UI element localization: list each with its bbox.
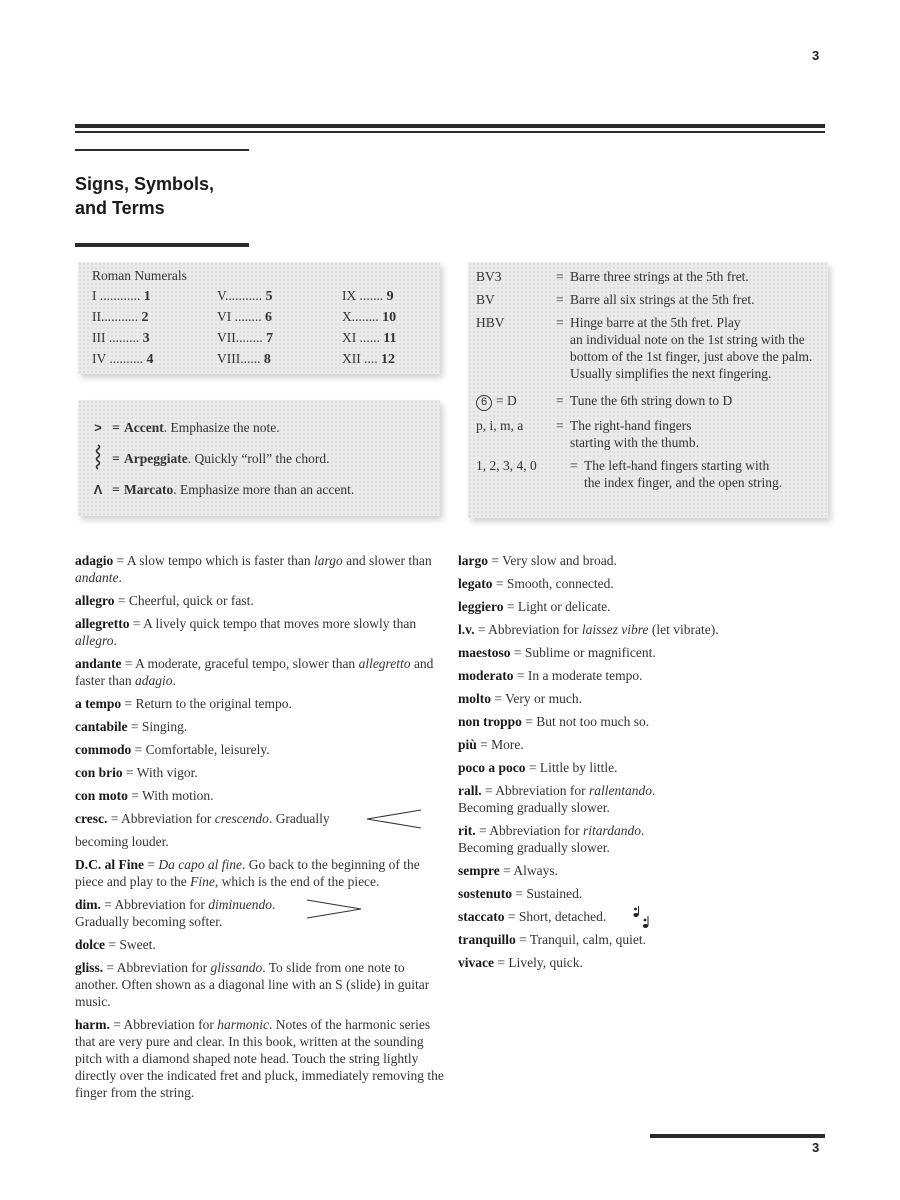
term-dim: dim. = Abbreviation for diminuendo. Gradually becoming softer.	[75, 896, 445, 930]
term-vivace: vivace = Lively, quick.	[458, 955, 583, 970]
diminuendo-hairpin-icon	[305, 898, 363, 920]
symbols-box	[78, 400, 440, 516]
term-andante: andante = A moderate, graceful tempo, slower than allegretto and faster than adagio.	[75, 656, 434, 688]
barre-row-sixth-string: 6 = D = Tune the 6th string down to D	[476, 392, 820, 411]
page-number-top: 3	[812, 48, 820, 63]
term-non-troppo: non troppo = But not too much so.	[458, 714, 650, 729]
arpeggiate-row: = Arpeggiate . Quickly “roll” the chord.	[88, 443, 430, 474]
roman-cell: VI ........ 6	[217, 309, 272, 325]
roman-cell: X........ 10	[342, 309, 397, 325]
term-adagio: adagio = A slow tempo which is faster than largo and slower than andante.	[75, 553, 432, 585]
barre-row-pima: p, i, m, a = The right-hand fingers starting with the thumb.	[476, 418, 699, 450]
barre-row-hbv: HBV = Hinge barre at the 5th fret. Play an individual note on the 1st string with the bottom of the 1st finger, just above the palm. Usually simplifies the next fingering.	[476, 315, 813, 381]
barre-row-bv: BV = Barre all six strings at the 5th fret.	[476, 292, 755, 307]
term-maestoso: maestoso = Sublime or magnificent.	[458, 645, 656, 660]
term-commodo: commodo = Comfortable, leisurely.	[75, 742, 270, 757]
roman-cell: III ......... 3	[92, 330, 150, 346]
roman-cell: IX ....... 9	[342, 288, 394, 304]
marcato-row: Λ = Marcato . Emphasize more than an accent.	[88, 474, 430, 505]
term-poco-a-poco: poco a poco = Little by little.	[458, 760, 618, 775]
roman-cell: V........... 5	[217, 288, 273, 304]
section-title-line-2: and Terms	[75, 198, 165, 218]
term-sostenuto: sostenuto = Sustained.	[458, 886, 583, 901]
term-dc-al-fine: D.C. al Fine = Da capo al fine. Go back to the beginning of the piece and play to the Fine, which is the end of the piece.	[75, 857, 420, 889]
term-sempre: sempre = Always.	[458, 863, 558, 878]
staccato-notes-icon	[633, 905, 651, 929]
term-molto: molto = Very or much.	[458, 691, 582, 706]
roman-cell: I ............ 1	[92, 288, 151, 304]
section-title-line-1: Signs, Symbols,	[75, 174, 215, 194]
term-harm: harm. = Abbreviation for harmonic. Notes of the harmonic series that are very pure and clear. In this book, written at the sounding pitch with a diamond shaped note head. Touch the string lightly directly over the indicated fret and pluck, immediately removing the finger from the string.	[75, 1017, 444, 1100]
roman-numerals-grid	[92, 286, 426, 370]
term-con-moto: con moto = With motion.	[75, 788, 214, 803]
term-staccato: staccato = Short, detached.	[458, 908, 818, 925]
roman-cell: II........... 2	[92, 309, 149, 325]
footer-rule	[650, 1134, 825, 1138]
header-double-rule	[75, 124, 825, 133]
accent-term: Accent	[124, 419, 164, 435]
term-moderato: moderato = In a moderate tempo.	[458, 668, 643, 683]
term-allegretto: allegretto = A lively quick tempo that moves more slowly than allegro.	[75, 616, 417, 648]
section-title	[75, 172, 214, 220]
crescendo-hairpin-icon	[365, 808, 423, 830]
barre-row-left-hand: 1, 2, 3, 4, 0 = The left-hand fingers starting with the index finger, and the open string.	[476, 458, 783, 490]
roman-cell: XII .... 12	[342, 351, 395, 367]
term-largo: largo = Very slow and broad.	[458, 553, 617, 568]
arpeggiate-term: Arpeggiate	[124, 450, 188, 466]
accent-row: > = Accent . Emphasize the note.	[88, 412, 430, 443]
term-cresc: cresc. = Abbreviation for crescendo. Gradually becoming louder.	[75, 810, 445, 850]
circled-six-icon: 6	[476, 395, 492, 411]
page-number-bottom: 3	[812, 1140, 820, 1155]
term-a-tempo: a tempo = Return to the original tempo.	[75, 696, 292, 711]
roman-cell: XI ...... 11	[342, 330, 397, 346]
term-cantabile: cantabile = Singing.	[75, 719, 188, 734]
roman-cell: IV .......... 4	[92, 351, 154, 367]
term-dolce: dolce = Sweet.	[75, 937, 156, 952]
barre-box	[468, 262, 828, 518]
title-bottom-rule	[75, 243, 249, 247]
terms-left-column	[75, 552, 445, 1107]
marcato-term: Marcato	[124, 481, 174, 497]
term-con-brio: con brio = With vigor.	[75, 765, 198, 780]
terms-right-column	[458, 552, 818, 977]
arpeggio-squiggle-icon	[88, 444, 108, 473]
accent-icon: >	[94, 420, 102, 435]
roman-cell: VIII...... 8	[217, 351, 271, 367]
term-allegro: allegro = Cheerful, quick or fast.	[75, 593, 254, 608]
barre-row-bv3: BV3 = Barre three strings at the 5th fret.	[476, 269, 749, 284]
roman-numerals-heading: Roman Numerals	[92, 268, 187, 283]
term-legato: legato = Smooth, connected.	[458, 576, 614, 591]
term-rall: rall. = Abbreviation for rallentando. Becoming gradually slower.	[458, 783, 656, 815]
term-gliss: gliss. = Abbreviation for glissando. To slide from one note to another. Often shown as a diagonal line with an S (slide) in guitar music.	[75, 960, 430, 1009]
marcato-icon: Λ	[93, 482, 103, 497]
term-lv: l.v. = Abbreviation for laissez vibre (let vibrate).	[458, 622, 719, 637]
roman-cell: VII........ 7	[217, 330, 274, 346]
term-leggiero: leggiero = Light or delicate.	[458, 599, 611, 614]
term-piu: più = More.	[458, 737, 524, 752]
title-top-rule	[75, 149, 249, 151]
term-rit: rit. = Abbreviation for ritardando. Becoming gradually slower.	[458, 823, 645, 855]
term-tranquillo: tranquillo = Tranquil, calm, quiet.	[458, 932, 646, 947]
roman-numerals-box	[78, 262, 440, 374]
